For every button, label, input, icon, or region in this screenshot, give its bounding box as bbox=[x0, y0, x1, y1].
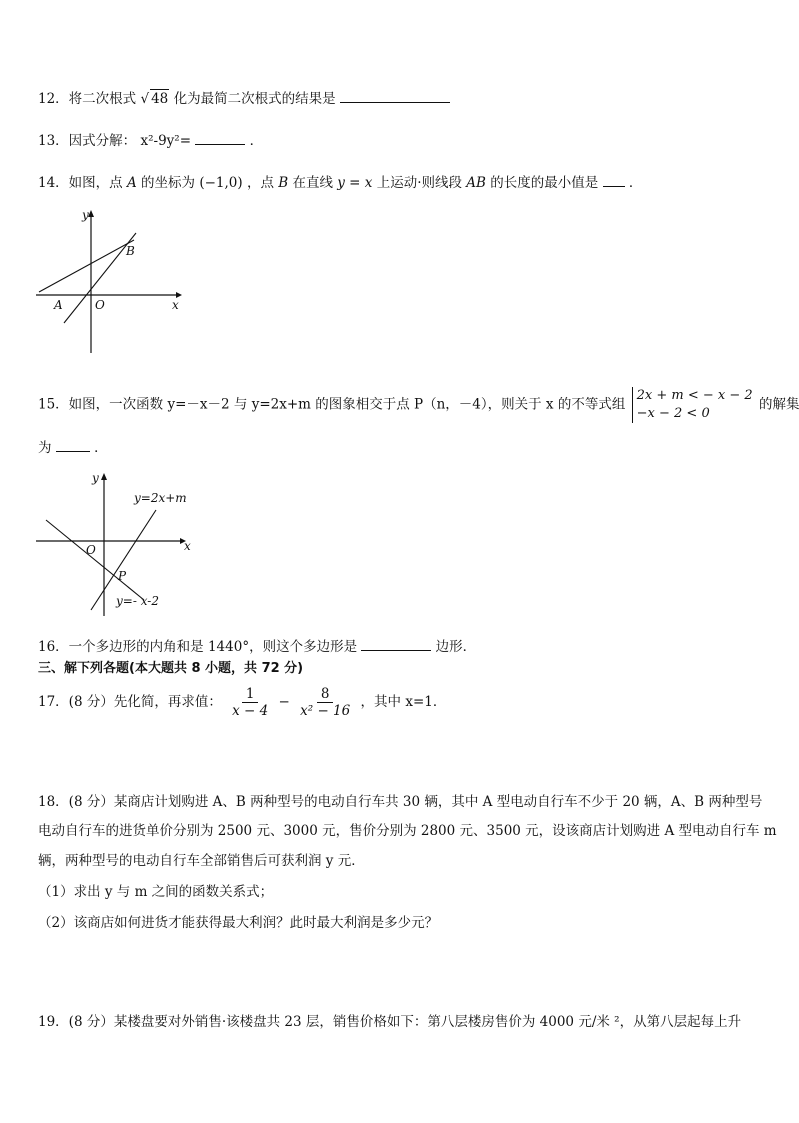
q13-expression: x²-9y²= bbox=[140, 133, 192, 149]
question-18-sub-1: （1）求出 y 与 m 之间的函数关系式； bbox=[38, 884, 274, 900]
fraction-1-denominator: x − 4 bbox=[232, 703, 269, 719]
answer-blank-14[interactable] bbox=[603, 172, 625, 187]
q14-text: ，点 bbox=[246, 175, 274, 191]
answer-blank-15[interactable] bbox=[56, 437, 90, 452]
line-label-1: y=2x+m bbox=[134, 491, 187, 505]
line-y-neg-x-minus-2 bbox=[46, 520, 144, 600]
question-13 bbox=[38, 130, 263, 150]
q16-prefix: 16．一个多边形的内角和是 1440°，则这个多边形是 bbox=[38, 639, 358, 655]
q14-suffix: 的长度的最小值是 bbox=[490, 175, 599, 191]
question-18-line-3: 辆，两种型号的电动自行车全部销售后可获利润 y 元． bbox=[38, 853, 365, 869]
q17-prefix: 17．(8 分）先化简，再求值： bbox=[38, 694, 222, 710]
q15-line2-suffix: ． bbox=[94, 440, 108, 456]
axis-label-y: y bbox=[82, 208, 89, 222]
q12-prefix: 12．将二次根式 bbox=[38, 91, 137, 107]
q16-suffix: 边形． bbox=[435, 639, 477, 655]
q13-suffix: ． bbox=[249, 133, 264, 149]
answer-blank-12[interactable] bbox=[340, 88, 450, 103]
answer-blank-13[interactable] bbox=[195, 130, 245, 145]
q12-suffix: 化为最简二次根式的结果是 bbox=[173, 91, 336, 107]
radicand: 48 bbox=[151, 91, 169, 107]
axis-label-x: x bbox=[184, 539, 191, 553]
fraction-2 bbox=[296, 686, 354, 719]
segment-label: AB bbox=[466, 175, 486, 191]
inequality-1: 2x + m < − x − 2 bbox=[636, 388, 753, 403]
point-label-o: O bbox=[95, 298, 105, 312]
inequality-2: −x − 2 < 0 bbox=[636, 406, 710, 421]
question-12 bbox=[38, 88, 450, 108]
question-18-line-2: 电动自行车的进货单价分别为 2500 元、3000 元，售价分别为 2800 元、3500 元，设该商店计划购进 A 型电动自行车 m bbox=[38, 823, 777, 839]
question-17 bbox=[38, 686, 446, 719]
question-15 bbox=[38, 387, 799, 423]
axis-label-x: x bbox=[172, 298, 179, 312]
point-label-p: P bbox=[118, 569, 127, 583]
figure-14 bbox=[36, 205, 186, 357]
q14-prefix: 14．如图，点 bbox=[38, 175, 123, 191]
line-equation: y = x bbox=[337, 175, 373, 191]
q14-end: ． bbox=[628, 175, 643, 191]
q14-text: 上运动·则线段 bbox=[376, 175, 462, 191]
segment-ab bbox=[39, 240, 134, 292]
section-3-title: 三、解下列各题(本大题共 8 小题，共 72 分) bbox=[38, 661, 304, 676]
question-18-sub-2: （2）该商店如何进货才能获得最大利润？此时最大利润是多少元？ bbox=[38, 915, 439, 931]
point-label-a: A bbox=[54, 298, 63, 312]
inequality-system bbox=[632, 387, 753, 423]
minus-sign: − bbox=[278, 694, 290, 710]
fraction-2-numerator: 8 bbox=[317, 686, 334, 703]
sqrt-expression: √ 48 bbox=[140, 91, 169, 107]
q15-prefix: 15．如图，一次函数 y=－x－2 与 y=2x+m 的图象相交于点 P（n，－4），则关于 x 的不等式组 bbox=[38, 396, 626, 413]
q17-suffix: ，其中 x=1． bbox=[360, 694, 447, 710]
question-15-line-2 bbox=[38, 437, 108, 457]
y-axis-arrow-icon bbox=[101, 473, 107, 480]
q14-text: 的坐标为 bbox=[141, 175, 196, 191]
point-b-label: B bbox=[278, 175, 289, 191]
axis-label-y: y bbox=[92, 471, 99, 485]
question-16 bbox=[38, 636, 476, 656]
q15-suffix: 的解集 bbox=[758, 396, 799, 413]
question-14 bbox=[38, 172, 642, 192]
point-label-o: O bbox=[86, 543, 96, 557]
q14-text: 在直线 bbox=[292, 175, 333, 191]
line-label-2: y=- x-2 bbox=[116, 594, 159, 608]
fraction-1-numerator: 1 bbox=[242, 686, 259, 703]
fraction-1 bbox=[228, 686, 272, 719]
question-19-line-1: 19．(8 分）某楼盘要对外销售·该楼盘共 23 层，销售价格如下：第八层楼房售价为 4000 元/米 ²，从第八层起每上升 bbox=[38, 1014, 742, 1030]
q15-line2-prefix: 为 bbox=[38, 440, 52, 456]
figure-15 bbox=[36, 468, 196, 618]
fraction-2-denominator: x² − 16 bbox=[300, 703, 351, 719]
y-axis-arrow-icon bbox=[88, 210, 94, 217]
q13-prefix: 13．因式分解： bbox=[38, 133, 137, 149]
answer-blank-16[interactable] bbox=[361, 636, 431, 651]
point-a-label: A bbox=[126, 175, 137, 191]
point-a-coord: (−1,0) bbox=[199, 175, 243, 191]
point-label-b: B bbox=[126, 244, 135, 258]
question-18-line-1: 18．(8 分）某商店计划购进 A、B 两种型号的电动自行车共 30 辆，其中 A 型电动自行车不少于 20 辆，A、B 两种型号 bbox=[38, 794, 763, 810]
